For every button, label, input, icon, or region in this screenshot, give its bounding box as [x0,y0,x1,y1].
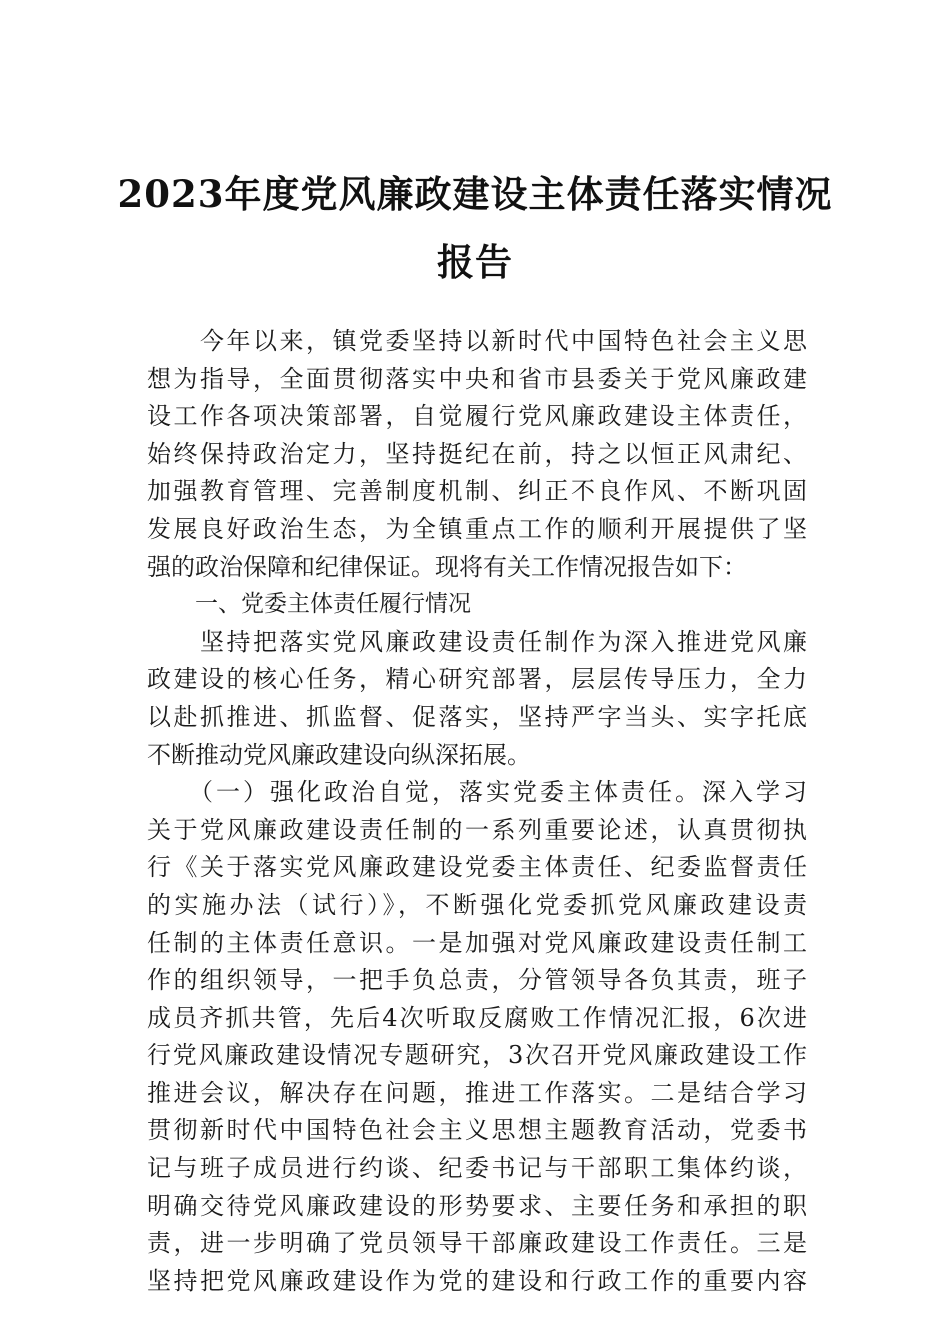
body-line: 推进会议，解决存在问题，推进工作落实。二是结合学习 [147,1078,807,1107]
document-title-line-2: 报告 [437,240,513,284]
body-line: 政建设的核心任务，精心研究部署，层层传导压力，全力 [147,665,807,694]
body-line: 不断推动党风廉政建设向纵深拓展。 [147,740,531,769]
body-line: 以赴抓推进、抓监督、促落实，坚持严字当头、实字托底 [147,702,807,731]
body-line: 明确交待党风廉政建设的形势要求、主要任务和承担的职 [147,1191,807,1220]
section-heading: 一、党委主体责任履行情况 [195,591,471,618]
body-line: 记与班子成员进行约谈、纪委书记与干部职工集体约谈， [147,1154,807,1183]
body-line: 今年以来，镇党委坚持以新时代中国特色社会主义思 [147,327,807,355]
body-line: 的实施办法（试行）》，不断强化党委抓党风廉政建设责 [147,890,807,919]
body-line: 行党风廉政建设情况专题研究，3次召开党风廉政建设工作 [147,1041,807,1070]
body-line: 行《关于落实党风廉政建设党委主体责任、纪委监督责任 [147,853,807,882]
body-line: 关于党风廉政建设责任制的一系列重要论述，认真贯彻执 [147,815,807,844]
body-line: 责，进一步明确了党员领导干部廉政建设工作责任。三是 [147,1229,807,1258]
body-line: 始终保持政治定力，坚持挺纪在前，持之以恒正风肃纪、 [147,439,807,468]
body-line: 想为指导，全面贯彻落实中央和省市县委关于党风廉政建 [147,364,807,393]
body-line: 任制的主体责任意识。一是加强对党风廉政建设责任制工 [147,928,807,957]
body-line: （一）强化政治自觉，落实党委主体责任。深入学习 [147,778,807,807]
body-line: 强的政治保障和纪律保证。现将有关工作情况报告如下： [147,552,747,581]
body-line: 成员齐抓共管，先后4次听取反腐败工作情况汇报，6次进 [147,1003,807,1032]
body-line: 作的组织领导，一把手负总责，分管领导各负其责，班子 [147,966,807,995]
body-line: 加强教育管理、完善制度机制、纠正不良作风、不断巩固 [147,477,807,506]
document-body [147,323,807,1300]
body-line: 发展良好政治生态，为全镇重点工作的顺利开展提供了坚 [147,514,807,543]
body-line: 坚持把党风廉政建设作为党的建设和行政工作的重要内容 [147,1266,807,1295]
document-title-line-1: 2023年度党风廉政建设主体责任落实情况 [117,172,833,216]
body-line: 贯彻新时代中国特色社会主义思想主题教育活动，党委书 [147,1116,807,1145]
body-line: 坚持把落实党风廉政建设责任制作为深入推进党风廉 [147,627,807,656]
body-line: 设工作各项决策部署，自觉履行党风廉政建设主体责任， [147,402,807,431]
